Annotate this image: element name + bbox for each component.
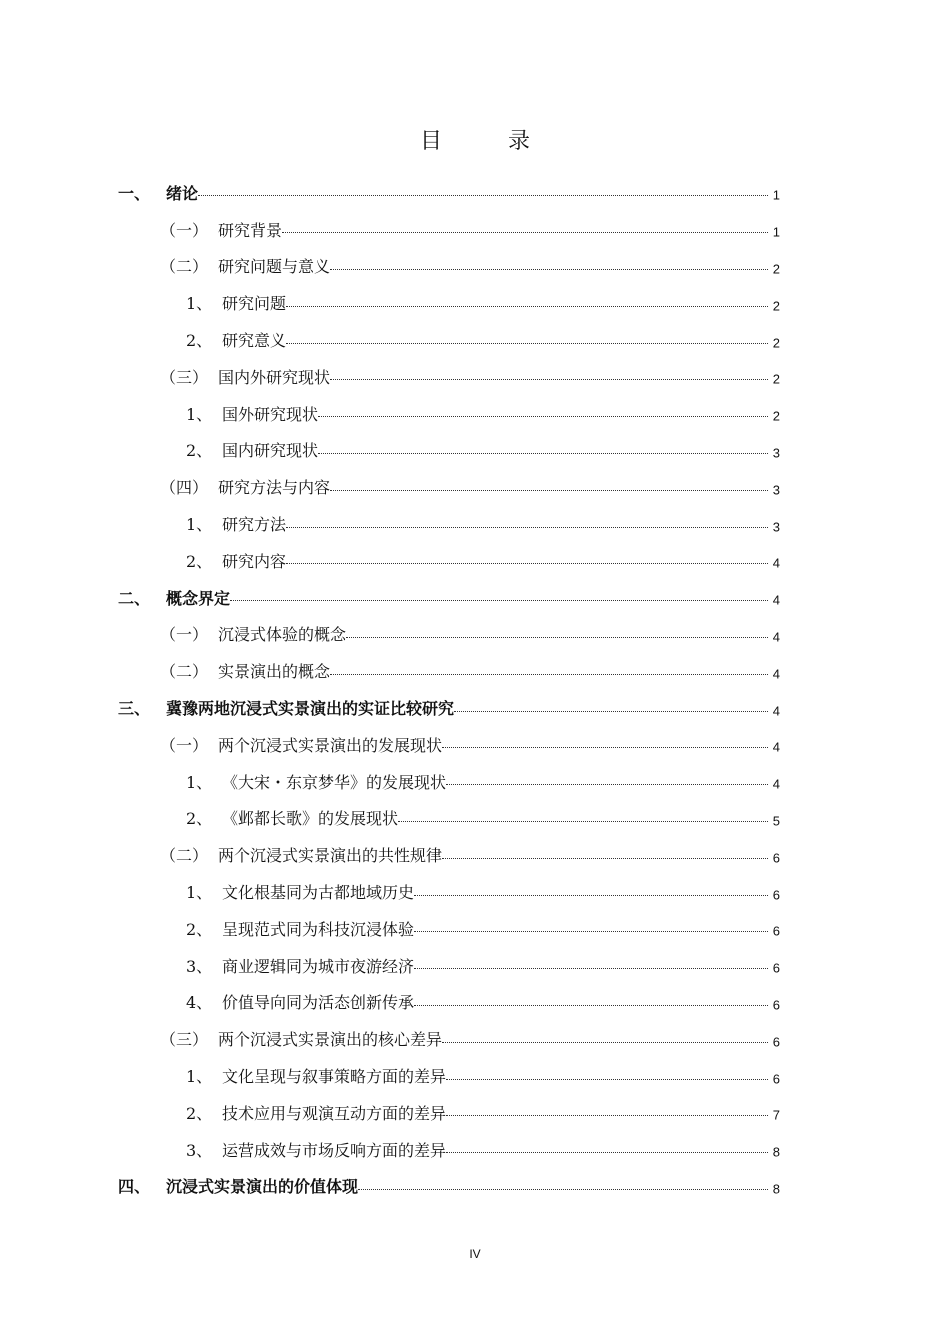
toc-dot-leader — [198, 194, 768, 196]
toc-entry[interactable] — [0, 910, 950, 947]
toc-entry-page: 4 — [772, 739, 780, 755]
toc-entry[interactable] — [0, 248, 950, 285]
toc-entry-label: 概念界定 — [166, 588, 231, 608]
toc-entry-label: 国内外研究现状 — [218, 367, 331, 387]
toc-entry-page: 1 — [772, 187, 780, 203]
toc-entry-number: （二） — [160, 257, 209, 277]
toc-dot-leader — [330, 673, 768, 675]
toc-entry[interactable] — [0, 763, 950, 800]
toc-entry-page: 2 — [772, 335, 780, 351]
toc-dot-leader — [398, 820, 768, 822]
toc-entry-page: 2 — [772, 408, 780, 424]
toc-dot-leader — [358, 1188, 768, 1190]
toc-entry[interactable] — [0, 468, 950, 505]
toc-entry-label: 商业逻辑同为城市夜游经济 — [222, 956, 415, 976]
toc-entry[interactable] — [0, 1020, 950, 1057]
toc-dot-leader — [230, 599, 768, 601]
toc-entry-label: 国外研究现状 — [222, 404, 319, 424]
toc-entry-page: 4 — [772, 629, 780, 645]
toc-dot-leader — [286, 305, 768, 307]
toc-entry-number: （一） — [160, 220, 209, 240]
toc-dot-leader — [446, 1151, 768, 1153]
toc-entry-label: 研究意义 — [222, 331, 287, 351]
toc-entry-page: 4 — [772, 666, 780, 682]
toc-entry-label: 两个沉浸式实景演出的发展现状 — [218, 735, 443, 755]
page-title: 目 录 — [419, 129, 552, 154]
toc-dot-leader — [442, 1041, 768, 1043]
toc-entry[interactable] — [0, 395, 950, 432]
toc-dot-leader — [442, 746, 768, 748]
toc-dot-leader — [446, 1114, 768, 1116]
toc-entry[interactable] — [0, 652, 950, 689]
toc-entry-number: 1、 — [186, 294, 213, 314]
toc-entry[interactable] — [0, 505, 950, 542]
toc-entry[interactable] — [0, 211, 950, 248]
toc-entry-page: 4 — [772, 592, 780, 608]
toc-dot-leader — [286, 526, 768, 528]
toc-entry-label: 两个沉浸式实景演出的核心差异 — [218, 1030, 443, 1050]
toc-dot-leader — [414, 967, 768, 969]
toc-entry-label: 文化根基同为古都地域历史 — [222, 883, 415, 903]
toc-entry-label: 运营成效与市场反响方面的差异 — [222, 1140, 447, 1160]
toc-entry-number: （一） — [160, 625, 209, 645]
toc-entry-label: 研究内容 — [222, 551, 287, 571]
toc-entry-label: 研究方法 — [222, 515, 287, 535]
toc-entry-page: 6 — [772, 1034, 780, 1050]
toc-entry-number: 4、 — [186, 993, 213, 1013]
toc-entry[interactable] — [0, 689, 950, 726]
toc-entry-page: 6 — [772, 887, 780, 903]
toc-dot-leader — [286, 342, 768, 344]
toc-entry-page: 5 — [772, 813, 780, 829]
toc-entry-label: 技术应用与观演互动方面的差异 — [222, 1103, 447, 1123]
toc-dot-leader — [414, 894, 768, 896]
toc-entry[interactable] — [0, 1094, 950, 1131]
toc-entry-number: 2、 — [186, 441, 213, 461]
toc-entry-page: 2 — [772, 261, 780, 277]
page-number: IV — [469, 1247, 481, 1261]
toc-entry-page: 4 — [772, 555, 780, 571]
toc-entry-number: （四） — [160, 478, 209, 498]
toc-entry-page: 8 — [772, 1144, 780, 1160]
toc-entry[interactable] — [0, 1168, 950, 1205]
toc-entry-label: 研究问题 — [222, 294, 287, 314]
toc-entry-page: 3 — [772, 445, 780, 461]
toc-entry-number: （二） — [160, 846, 209, 866]
toc-entry-label: 冀豫两地沉浸式实景演出的实证比较研究 — [166, 699, 455, 719]
toc-entry-page: 6 — [772, 923, 780, 939]
toc-entry-label: 沉浸式体验的概念 — [218, 625, 347, 645]
toc-entry-page: 6 — [772, 1071, 780, 1087]
toc-entry-number: 1、 — [186, 515, 213, 535]
toc-entry[interactable] — [0, 358, 950, 395]
toc-dot-leader — [446, 783, 768, 785]
toc-entry-number: 一、 — [118, 183, 151, 203]
toc-entry-label: 文化呈现与叙事策略方面的差异 — [222, 1067, 447, 1087]
toc-entry-number: 四、 — [118, 1177, 151, 1197]
toc-entry-label: 研究背景 — [218, 220, 283, 240]
toc-entry[interactable] — [0, 984, 950, 1021]
toc-entry-label: 国内研究现状 — [222, 441, 319, 461]
toc-entry-page: 6 — [772, 850, 780, 866]
toc-entry-number: 2、 — [186, 1103, 213, 1123]
toc-dot-leader — [446, 1078, 768, 1080]
toc-dot-leader — [330, 378, 768, 380]
toc-entry-label: 呈现范式同为科技沉浸体验 — [222, 919, 415, 939]
toc-entry-number: （一） — [160, 735, 209, 755]
toc-entry-number: 1、 — [186, 883, 213, 903]
toc-dot-leader — [330, 489, 768, 491]
toc-entry-label: 价值导向同为活态创新传承 — [222, 993, 415, 1013]
toc-entry-label: 《大宋・东京梦华》的发展现状 — [222, 772, 447, 792]
toc-dot-leader — [330, 268, 768, 270]
toc-entry-number: 1、 — [186, 1067, 213, 1087]
toc-entry-label: 实景演出的概念 — [218, 662, 331, 682]
toc-entry[interactable] — [0, 726, 950, 763]
toc-entry[interactable] — [0, 616, 950, 653]
toc-entry[interactable] — [0, 432, 950, 469]
toc-entry-label: 《邺都长歌》的发展现状 — [222, 809, 399, 829]
toc-entry-number: 2、 — [186, 331, 213, 351]
toc-entry-number: 2、 — [186, 551, 213, 571]
toc-entry-page: 2 — [772, 298, 780, 314]
toc-dot-leader — [454, 710, 768, 712]
toc-entry[interactable] — [0, 284, 950, 321]
toc-entry-page: 6 — [772, 960, 780, 976]
toc-entry[interactable] — [0, 836, 950, 873]
toc-entry-number: （三） — [160, 367, 209, 387]
toc-entry-page: 3 — [772, 482, 780, 498]
toc-entry[interactable] — [0, 873, 950, 910]
toc-entry-number: 3、 — [186, 1140, 213, 1160]
toc-entry-number: 三、 — [118, 699, 151, 719]
toc-entry-page: 3 — [772, 519, 780, 535]
toc-entry-label: 沉浸式实景演出的价值体现 — [166, 1177, 359, 1197]
toc-entry[interactable] — [0, 947, 950, 984]
toc-entry-page: 1 — [772, 224, 780, 240]
toc-dot-leader — [346, 636, 768, 638]
toc-dot-leader — [318, 452, 768, 454]
toc-entry[interactable] — [0, 321, 950, 358]
toc-entry[interactable] — [0, 579, 950, 616]
toc-entry-number: 1、 — [186, 404, 213, 424]
toc-dot-leader — [318, 415, 768, 417]
toc-entry-page: 4 — [772, 703, 780, 719]
toc-entry[interactable] — [0, 174, 950, 211]
toc-entry-number: 二、 — [118, 588, 151, 608]
toc-entry-label: 研究问题与意义 — [218, 257, 331, 277]
toc-entry-page: 7 — [772, 1107, 780, 1123]
toc-entry[interactable] — [0, 1057, 950, 1094]
toc-dot-leader — [414, 930, 768, 932]
toc-entry-label: 两个沉浸式实景演出的共性规律 — [218, 846, 443, 866]
toc-entry-label: 研究方法与内容 — [218, 478, 331, 498]
toc-entry-page: 4 — [772, 776, 780, 792]
toc-entry-page: 6 — [772, 997, 780, 1013]
toc-entry-number: 1、 — [186, 772, 213, 792]
toc-entry-page: 2 — [772, 371, 780, 387]
toc-dot-leader — [286, 562, 768, 564]
toc-entry-label: 绪论 — [166, 183, 199, 203]
table-of-contents — [0, 174, 950, 1204]
toc-dot-leader — [414, 1004, 768, 1006]
toc-entry-number: （三） — [160, 1030, 209, 1050]
toc-entry-number: （二） — [160, 662, 209, 682]
toc-entry-number: 3、 — [186, 956, 213, 976]
toc-dot-leader — [442, 857, 768, 859]
toc-entry[interactable] — [0, 1131, 950, 1168]
toc-entry[interactable] — [0, 800, 950, 837]
toc-dot-leader — [282, 231, 768, 233]
toc-entry-page: 8 — [772, 1181, 780, 1197]
toc-entry-number: 2、 — [186, 919, 213, 939]
toc-entry-number: 2、 — [186, 809, 213, 829]
toc-entry[interactable] — [0, 542, 950, 579]
